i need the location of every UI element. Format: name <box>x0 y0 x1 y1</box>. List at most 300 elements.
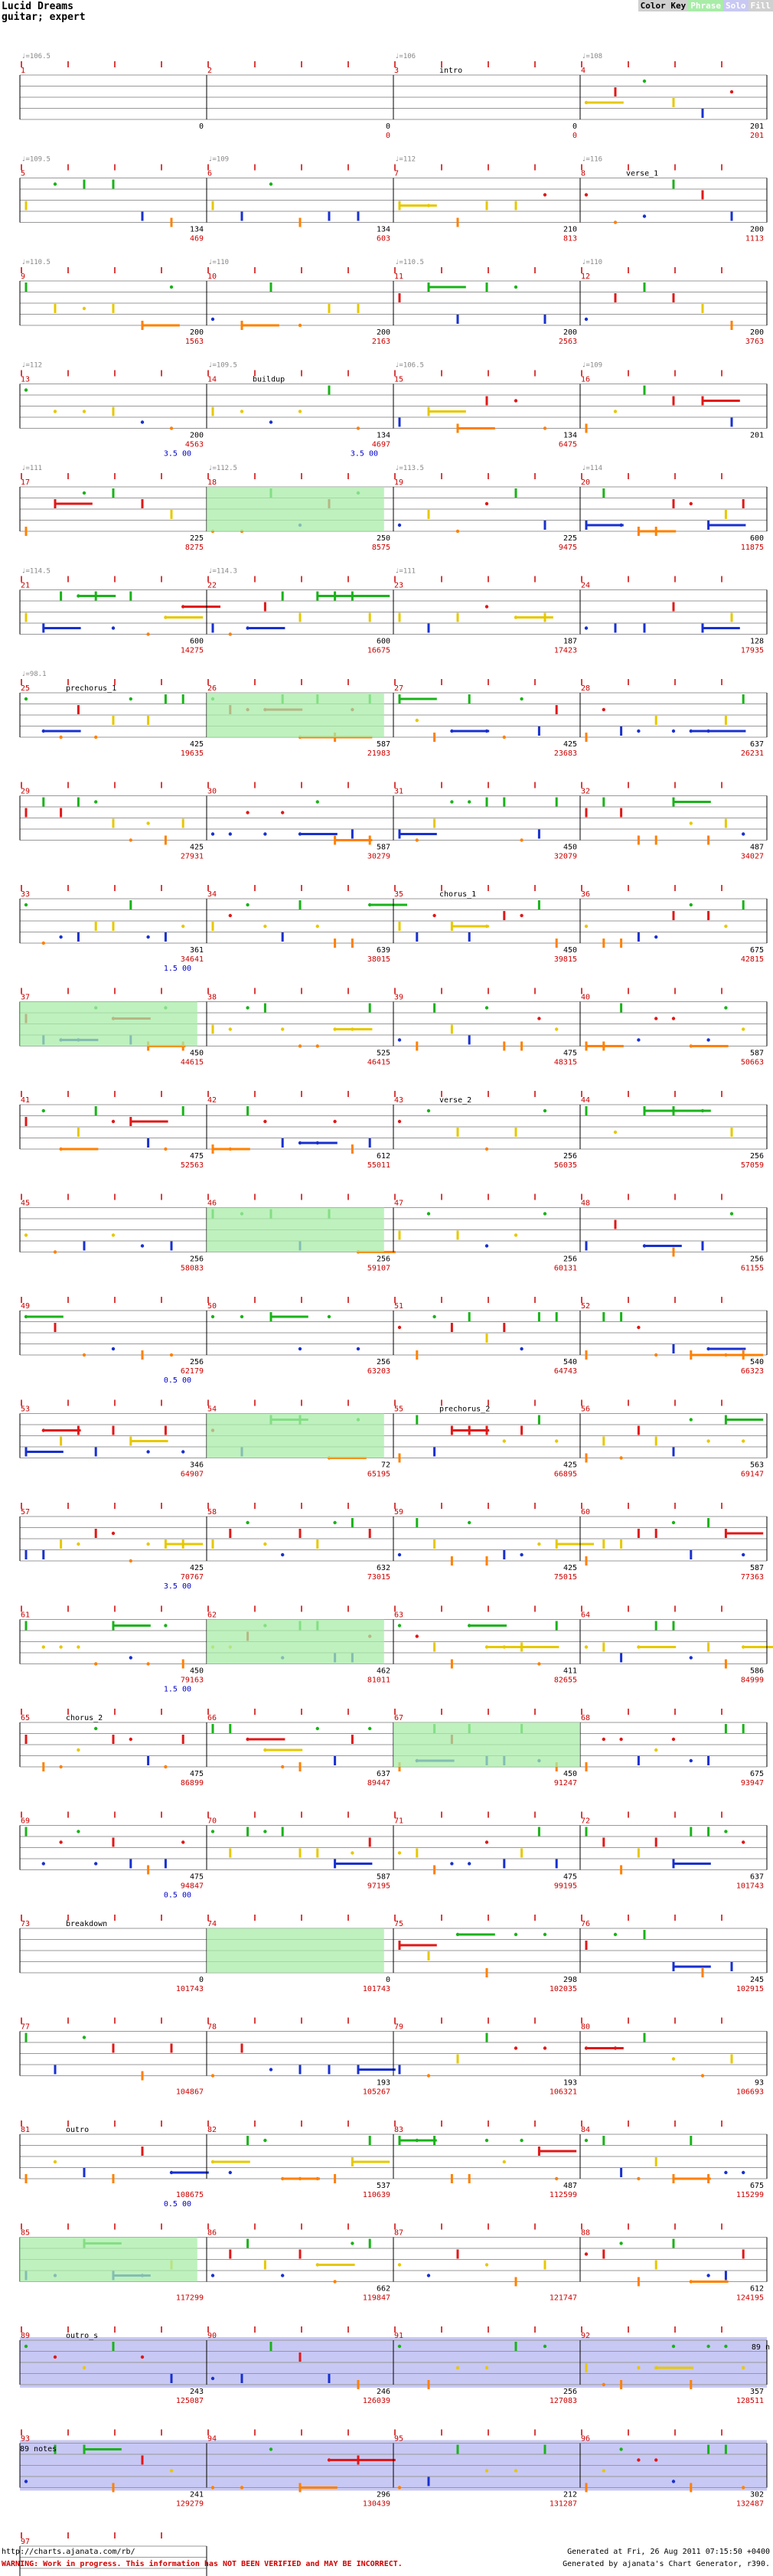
note-dot <box>537 1543 540 1546</box>
note-bar <box>113 1426 115 1435</box>
extra-notes-label: 89 n <box>751 2343 770 2352</box>
note-dot <box>269 182 272 185</box>
note-bar <box>503 798 505 807</box>
measure-number: 16 <box>581 375 591 384</box>
note-dot <box>77 1543 80 1546</box>
section-label: chorus_1 <box>439 890 477 899</box>
note-dot <box>24 1233 28 1236</box>
note-dot <box>654 1017 657 1020</box>
note-bar <box>702 109 704 118</box>
note-dot <box>619 1456 622 1459</box>
note-dot <box>485 2366 488 2369</box>
note-bar <box>270 282 272 292</box>
note-dot <box>485 1840 488 1843</box>
cumulative-score: 14275 <box>180 646 204 655</box>
measure-subtotal: 256 <box>376 1358 390 1366</box>
note-dot <box>690 1418 693 1421</box>
measure-number: 62 <box>207 1611 217 1620</box>
note-dot <box>543 426 546 429</box>
note-bar <box>42 1762 44 1771</box>
note-dot <box>427 2274 430 2277</box>
cumulative-score: 42815 <box>740 955 764 964</box>
cumulative-score: 64907 <box>180 1470 204 1479</box>
note-bar <box>725 716 727 725</box>
note-dot <box>333 1120 336 1123</box>
cumulative-score: 126039 <box>362 2397 390 2405</box>
measure-subtotal: 296 <box>376 2490 390 2499</box>
measure-number: 41 <box>21 1096 31 1105</box>
note-dot <box>263 2139 266 2142</box>
note-bar <box>707 836 709 845</box>
measure-number: 67 <box>394 1714 404 1722</box>
note-dot <box>543 1933 546 1936</box>
note-bar <box>707 1518 709 1527</box>
note-dot <box>520 838 523 841</box>
cumulative-score: 62179 <box>180 1367 204 1376</box>
note-bar <box>673 499 675 508</box>
note-dot <box>585 318 588 321</box>
note-dot <box>368 1727 371 1730</box>
note-bar <box>428 624 430 633</box>
cumulative-score: 201 <box>749 132 764 140</box>
cumulative-score: 115299 <box>735 2191 764 2199</box>
note-bar <box>351 1144 354 1154</box>
note-bar <box>585 1350 588 1360</box>
note-dot <box>77 1645 80 1648</box>
measure-subtotal: 600 <box>376 637 390 646</box>
note-dot <box>456 530 459 533</box>
note-dot <box>398 1851 401 1854</box>
note-bar <box>433 1643 435 1652</box>
note-dot <box>724 925 727 928</box>
note-dot <box>520 697 523 700</box>
measure-number: 31 <box>394 787 404 796</box>
note-bar <box>620 808 622 818</box>
cumulative-score: 50663 <box>740 1058 764 1067</box>
measure-subtotal: 256 <box>749 1152 764 1161</box>
note-bar <box>369 1838 371 1847</box>
note-dot <box>503 736 506 739</box>
note-bar <box>113 922 115 931</box>
cumulative-score: 101743 <box>735 1882 764 1891</box>
measure-number: 87 <box>394 2228 404 2238</box>
note-dot <box>537 1662 540 1665</box>
note-dot <box>240 1315 243 1318</box>
measure-number: 74 <box>207 1920 217 1928</box>
note-bar <box>212 1724 214 1733</box>
note-dot <box>637 2366 640 2369</box>
cumulative-score: 64743 <box>553 1367 577 1376</box>
note-dot <box>59 1840 62 1843</box>
note-dot <box>146 1662 149 1665</box>
tempo-marker: ♩=112 <box>395 155 416 164</box>
note-dot <box>742 1439 745 1442</box>
note-bar <box>585 1106 588 1115</box>
note-dot <box>520 914 523 917</box>
cumulative-score: 82655 <box>553 1676 577 1685</box>
note-dot <box>94 736 97 739</box>
note-bar <box>486 1556 488 1566</box>
note-bar <box>433 1539 435 1549</box>
note-bar <box>171 2374 173 2383</box>
measure-subtotal: 487 <box>749 843 764 852</box>
note-dot <box>643 80 646 83</box>
note-dot <box>211 1830 214 1833</box>
measure-number: 18 <box>207 478 217 487</box>
note-bar <box>212 624 214 633</box>
note-bar <box>334 939 336 948</box>
note-bar <box>731 321 733 330</box>
cumulative-score: 59107 <box>367 1264 390 1273</box>
note-dot <box>170 426 173 429</box>
measure-number: 42 <box>207 1096 217 1105</box>
measure-subtotal: 128 <box>749 637 764 646</box>
note-dot <box>211 2274 214 2277</box>
cumulative-score: 130439 <box>362 2499 390 2509</box>
measure-subtotal: 425 <box>563 740 577 749</box>
note-bar <box>25 1550 28 1559</box>
cumulative-score: 3763 <box>745 338 764 346</box>
tempo-marker: ♩=114.3 <box>208 567 237 576</box>
note-bar <box>742 900 745 909</box>
note-dot <box>211 2377 214 2380</box>
note-dot <box>351 1027 354 1030</box>
measure-number: 13 <box>21 375 31 384</box>
note-bar <box>182 819 184 828</box>
cumulative-score: 603 <box>376 234 390 243</box>
note-bar <box>615 624 617 633</box>
measure-subtotal: 201 <box>749 431 764 440</box>
measure-number: 7 <box>394 169 400 178</box>
note-bar <box>742 499 745 508</box>
color-key-label: Color Key <box>638 0 689 11</box>
note-dot <box>54 2160 57 2163</box>
measure-number: 55 <box>394 1405 404 1414</box>
note-bar <box>299 2352 302 2362</box>
cumulative-score: 119847 <box>362 2294 390 2303</box>
note-bar <box>538 900 540 909</box>
measure-number: 83 <box>394 2126 404 2134</box>
measure-subtotal: 298 <box>563 1976 577 1984</box>
section-label: outro <box>66 2126 90 2134</box>
note-dot <box>146 935 149 939</box>
cumulative-score: 0 <box>385 132 390 140</box>
measure-subtotal: 193 <box>563 2078 577 2088</box>
measure-number: 58 <box>207 1508 217 1517</box>
cumulative-score: 79163 <box>180 1676 204 1685</box>
note-bar <box>655 716 657 725</box>
cumulative-score: 57059 <box>740 1161 764 1170</box>
note-dot <box>672 1738 675 1741</box>
tempo-marker: ♩=109 <box>582 361 603 370</box>
note-dot <box>263 832 266 835</box>
note-dot <box>555 1027 558 1030</box>
note-dot <box>514 1933 517 1936</box>
measure-number: 85 <box>21 2228 31 2238</box>
note-dot <box>701 1109 704 1112</box>
note-bar <box>399 293 401 302</box>
cumulative-score: 46415 <box>367 1058 390 1067</box>
note-dot <box>170 2469 173 2472</box>
note-bar <box>544 613 546 622</box>
note-bar <box>113 1735 115 1744</box>
note-bar <box>399 1454 401 1463</box>
measure-number: 2 <box>207 67 213 75</box>
note-bar <box>416 932 418 942</box>
note-dot <box>42 1109 45 1112</box>
note-bar <box>129 900 132 909</box>
note-bar <box>264 602 266 612</box>
note-dot <box>514 2469 517 2472</box>
cumulative-score: 84999 <box>740 1676 764 1685</box>
measure-number: 27 <box>394 684 404 693</box>
note-bar <box>538 1312 540 1321</box>
note-bar <box>638 1849 640 1858</box>
note-dot <box>543 2345 546 2348</box>
note-bar <box>655 836 657 845</box>
note-bar <box>515 2342 517 2351</box>
cumulative-score: 127083 <box>549 2397 577 2405</box>
tempo-marker: ♩=112 <box>21 361 43 370</box>
cumulative-score: 1113 <box>745 234 764 243</box>
note-bar <box>299 1762 302 1771</box>
note-bar <box>690 1827 692 1837</box>
tempo-marker: ♩=111 <box>21 465 43 472</box>
measure-subtotal: 246 <box>376 2388 390 2396</box>
note-bar <box>673 397 675 406</box>
note-bar <box>299 218 302 227</box>
note-dot <box>643 214 646 217</box>
note-dot <box>427 1109 430 1112</box>
note-bar <box>182 1539 184 1549</box>
note-bar <box>334 592 336 601</box>
measure-subtotal: 612 <box>376 1152 390 1161</box>
note-bar <box>638 1756 640 1765</box>
cumulative-score: 81011 <box>367 1676 390 1685</box>
note-bar <box>451 1025 453 1034</box>
tempo-marker: ♩=106.5 <box>21 53 51 60</box>
note-bar <box>147 716 149 725</box>
note-dot <box>269 420 272 423</box>
note-bar <box>113 819 115 828</box>
measure-number: 79 <box>394 2023 404 2032</box>
note-bar <box>334 1756 336 1765</box>
note-bar <box>673 911 675 920</box>
note-bar <box>113 2483 115 2493</box>
measure-number: 22 <box>207 581 217 590</box>
note-bar <box>707 911 709 920</box>
cumulative-score: 129279 <box>175 2499 204 2509</box>
tempo-marker: ♩=109 <box>208 155 230 164</box>
note-bar <box>25 1735 28 1744</box>
cumulative-score: 69147 <box>740 1470 764 1479</box>
note-dot <box>240 2486 243 2489</box>
note-bar <box>457 218 459 227</box>
measure-number: 71 <box>394 1817 404 1826</box>
measure-subtotal: 411 <box>563 1667 577 1676</box>
section-label: prechorus_2 <box>439 1405 491 1414</box>
note-dot <box>398 1624 401 1627</box>
note-dot <box>164 1624 167 1627</box>
note-dot <box>520 2139 523 2142</box>
note-dot <box>637 1326 640 1329</box>
measure-number: 44 <box>581 1096 591 1105</box>
note-bar <box>503 1323 505 1332</box>
footer-generated: Generated at Fri, 26 Aug 2011 07:15:50 +0400 <box>567 2548 770 2556</box>
measure-subtotal: 587 <box>376 1872 390 1882</box>
note-bar <box>25 613 28 622</box>
note-bar <box>212 922 214 931</box>
note-bar <box>585 2363 588 2372</box>
note-bar <box>486 798 488 807</box>
note-bar <box>399 922 401 931</box>
measure-subtotal: 256 <box>563 1152 577 1161</box>
measure-subtotal: 487 <box>563 2182 577 2190</box>
measure-subtotal: 200 <box>749 225 764 234</box>
cumulative-score: 21983 <box>367 749 390 758</box>
note-bar <box>369 2136 371 2145</box>
note-bar <box>602 798 605 807</box>
measure-number: 24 <box>581 581 591 590</box>
note-bar <box>113 2044 115 2053</box>
measure-number: 1 <box>21 67 26 75</box>
note-bar <box>544 2445 546 2454</box>
note-dot <box>316 1727 319 1730</box>
note-bar <box>77 1426 80 1435</box>
note-bar <box>147 1866 149 1875</box>
measure-subtotal: 475 <box>189 1872 204 1882</box>
note-dot <box>269 2447 272 2450</box>
note-dot <box>24 2480 28 2483</box>
note-bar <box>357 212 360 221</box>
footer-url[interactable]: http://charts.ajanata.com/rb/ <box>2 2548 135 2556</box>
note-bar <box>602 2136 605 2145</box>
note-dot <box>24 2345 28 2348</box>
measure-subtotal: 187 <box>563 637 577 646</box>
measure-number: 73 <box>21 1920 31 1928</box>
note-bar <box>451 1660 453 1669</box>
note-bar <box>399 1231 401 1240</box>
measure-number: 21 <box>21 581 31 590</box>
cumulative-score: 34027 <box>740 852 764 861</box>
song-title: Lucid Dreams <box>2 1 73 12</box>
note-bar <box>638 836 640 845</box>
note-bar <box>142 212 144 221</box>
note-bar <box>25 282 28 292</box>
note-bar <box>428 2477 430 2486</box>
note-bar <box>602 1539 605 1549</box>
note-dot <box>211 318 214 321</box>
note-bar <box>142 2147 144 2156</box>
note-bar <box>182 1660 184 1669</box>
note-dot <box>654 935 657 939</box>
note-bar <box>585 808 588 818</box>
cumulative-score: 108675 <box>175 2191 204 2199</box>
note-bar <box>433 733 435 742</box>
note-bar <box>655 2261 657 2270</box>
note-bar <box>673 180 675 189</box>
note-dot <box>555 2177 558 2180</box>
measure-subtotal: 540 <box>563 1358 577 1366</box>
note-dot <box>298 324 302 327</box>
note-bar <box>655 1529 657 1538</box>
measure-number: 43 <box>394 1096 404 1105</box>
note-dot <box>83 307 86 310</box>
note-bar <box>113 716 115 725</box>
measure-number: 54 <box>207 1405 217 1414</box>
tempo-marker: ♩=106.5 <box>395 361 424 370</box>
note-bar <box>428 1951 430 1961</box>
note-bar <box>615 1220 617 1229</box>
tempo-marker: ♩=110 <box>208 259 230 266</box>
measure-subtotal: 450 <box>563 843 577 852</box>
note-dot <box>742 2486 745 2489</box>
note-dot <box>146 821 149 824</box>
measure-subtotal: 632 <box>376 1564 390 1572</box>
note-bar <box>673 1621 675 1631</box>
note-bar <box>42 1550 44 1559</box>
note-bar <box>503 1859 505 1869</box>
note-bar <box>95 592 97 601</box>
cumulative-score: 34641 <box>180 955 204 964</box>
note-dot <box>59 935 62 939</box>
note-bar <box>457 2445 459 2454</box>
note-dot <box>112 1120 115 1123</box>
note-bar <box>25 1621 28 1631</box>
measure-number: 6 <box>207 169 213 178</box>
note-bar <box>520 1849 523 1858</box>
section-label: breakdown <box>66 1920 108 1928</box>
note-bar <box>503 911 505 920</box>
measure-number: 9 <box>21 273 26 281</box>
note-dot <box>706 2345 709 2348</box>
note-dot <box>94 1727 97 1730</box>
measure-subtotal: 563 <box>749 1461 764 1470</box>
note-bar <box>673 2239 675 2248</box>
note-dot <box>94 1662 97 1665</box>
note-dot <box>263 925 266 928</box>
cumulative-score: 23683 <box>553 749 577 758</box>
note-bar <box>165 1426 167 1435</box>
note-bar <box>556 1859 558 1869</box>
note-bar <box>54 304 57 313</box>
note-bar <box>299 2250 302 2259</box>
measure-subtotal: 93 <box>754 2078 764 2088</box>
measure-number: 49 <box>21 1302 31 1311</box>
note-bar <box>54 1323 57 1332</box>
note-bar <box>77 932 80 942</box>
note-bar <box>451 2174 453 2183</box>
note-dot <box>398 2345 401 2348</box>
note-dot <box>112 626 115 629</box>
note-dot <box>146 632 149 635</box>
note-dot <box>427 204 430 207</box>
note-bar <box>620 2168 622 2177</box>
note-bar <box>369 1138 371 1148</box>
measure-number: 8 <box>581 169 586 178</box>
measure-number: 52 <box>581 1302 591 1311</box>
note-dot <box>54 410 57 413</box>
note-dot <box>246 903 249 906</box>
cumulative-score: 101743 <box>362 1985 390 1993</box>
tempo-marker: ♩=112.5 <box>208 465 237 472</box>
measure-number: 56 <box>581 1405 591 1414</box>
cumulative-score: 94847 <box>180 1882 204 1891</box>
measure-number: 12 <box>581 273 591 281</box>
note-dot <box>416 719 419 722</box>
note-dot <box>543 1109 546 1112</box>
note-dot <box>83 491 86 495</box>
